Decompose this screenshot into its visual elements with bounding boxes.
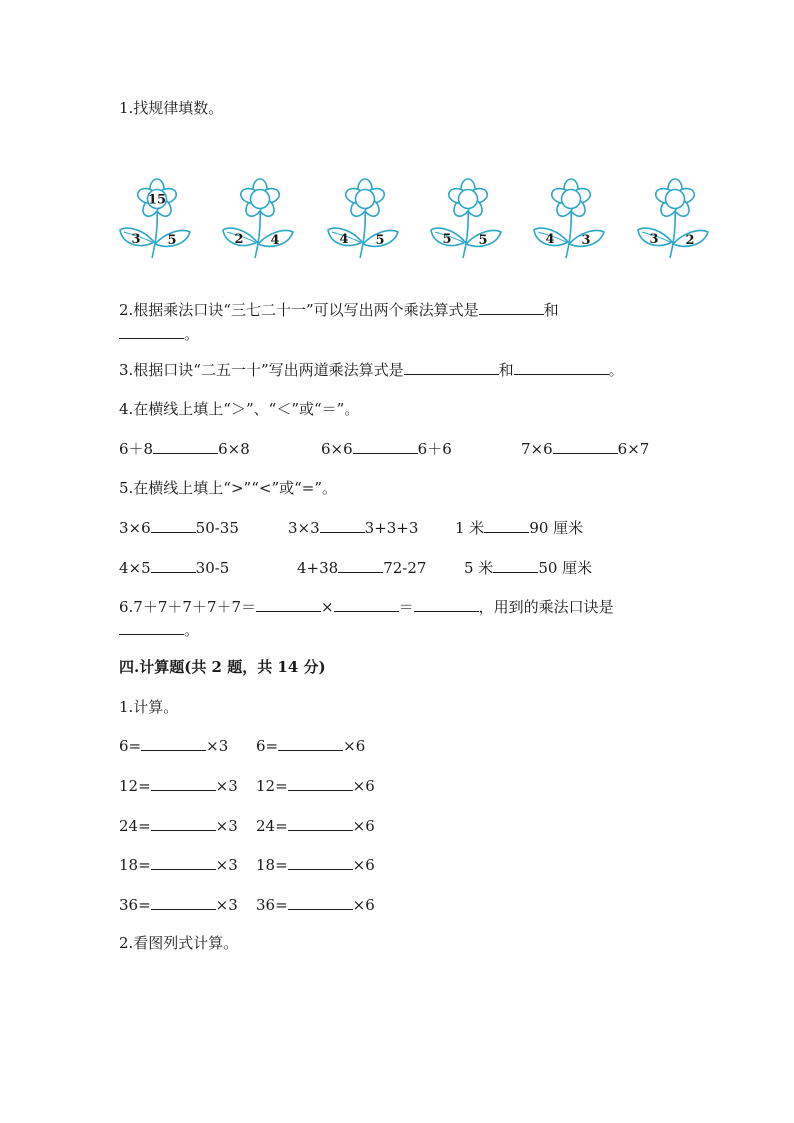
q6-text-2: ，用到的乘法口诀是 — [478, 598, 614, 616]
q5-blank[interactable] — [338, 558, 383, 573]
q5-r2-c3-right: 50 厘米 — [538, 559, 593, 577]
q5-r1-c1 — [119, 518, 239, 538]
flower-2-svg — [215, 172, 305, 262]
q3-text: 3.根据口诀“二五一十”写出两道乘法算式是 — [119, 361, 404, 379]
q6-times: × — [321, 598, 334, 616]
flower-5-svg — [526, 172, 616, 262]
q6-blank-3[interactable] — [414, 597, 479, 612]
calc-prefix: 36= — [256, 896, 288, 914]
q4-blank-3[interactable] — [553, 439, 618, 454]
q5-blank[interactable] — [493, 558, 538, 573]
calc-suffix: ×6 — [352, 777, 375, 795]
calc-blank[interactable] — [151, 816, 216, 831]
calc-row-1-left — [119, 736, 228, 756]
flower-4 — [423, 172, 513, 262]
q5-r2-c1-right: 30-5 — [195, 559, 230, 577]
q4-item-1 — [119, 439, 250, 459]
calc-blank[interactable] — [288, 816, 353, 831]
q5-blank[interactable] — [484, 518, 529, 533]
calc-prefix: 12= — [119, 777, 151, 795]
q2-line-2 — [119, 324, 199, 344]
flower-3-right: 5 — [375, 233, 385, 248]
calc-prefix: 6= — [256, 737, 279, 755]
flower-6 — [630, 172, 720, 262]
calc-title: 1.计算。 — [119, 698, 179, 716]
flower-6-right: 2 — [685, 233, 695, 248]
q3-and: 和 — [498, 361, 514, 379]
q6-text: 6.7＋7＋7＋7＋7＝ — [119, 598, 257, 616]
q3-line — [119, 360, 624, 380]
q4-blank-1[interactable] — [153, 439, 218, 454]
q6-eq: ＝ — [398, 598, 414, 616]
q6-end: 。 — [184, 621, 200, 639]
calc-row-3-right — [256, 816, 375, 836]
calc-prefix: 12= — [256, 777, 288, 795]
calc-blank[interactable] — [141, 736, 206, 751]
calc-blank[interactable] — [151, 855, 216, 870]
q4-item-2 — [321, 439, 452, 459]
calc-prefix: 6= — [119, 737, 142, 755]
flower-4-left: 5 — [442, 232, 452, 247]
calc-row-5-left — [119, 895, 238, 915]
calc-row-4-right — [256, 855, 375, 875]
flower-5-left: 4 — [545, 232, 555, 247]
flower-2-right: 4 — [270, 233, 280, 248]
calc-suffix: ×3 — [215, 896, 238, 914]
calc-suffix: ×3 — [215, 856, 238, 874]
q5-r1-c2-right: 3+3+3 — [364, 519, 419, 537]
flower-1-right: 5 — [167, 233, 177, 248]
calc-suffix: ×6 — [343, 737, 366, 755]
q5-r1-c1-right: 50-35 — [195, 519, 239, 537]
q6-blank-1[interactable] — [256, 597, 321, 612]
calc-suffix: ×6 — [352, 817, 375, 835]
flower-2 — [215, 172, 305, 262]
q4-item-3-left: 7×6 — [521, 440, 553, 458]
q5-r2-c3 — [464, 558, 592, 578]
q4-title: 4.在横线上填上“＞”、“＜”或“＝”。 — [119, 400, 360, 418]
flower-1-svg — [112, 172, 202, 262]
calc-suffix: ×3 — [215, 817, 238, 835]
q5-r1-c3-left: 1 米 — [455, 519, 485, 537]
calc-row-3-left — [119, 816, 238, 836]
q5-r1-c1-left: 3×6 — [119, 519, 151, 537]
calc-row-2-left — [119, 776, 238, 796]
flower-5 — [526, 172, 616, 262]
q5-blank[interactable] — [151, 518, 196, 533]
q4-item-3-right: 6×7 — [617, 440, 650, 458]
flower-3-svg — [320, 172, 410, 262]
flower-1-center: 15 — [147, 192, 167, 208]
calc-prefix: 36= — [119, 896, 151, 914]
q6-blank-4[interactable] — [119, 620, 184, 635]
flower-1-left: 3 — [131, 232, 141, 247]
q4-item-1-right: 6×8 — [218, 440, 250, 458]
flower-6-left: 3 — [649, 232, 659, 247]
q6-line — [119, 597, 614, 617]
calc-blank[interactable] — [288, 776, 353, 791]
q5-r1-c2 — [288, 518, 418, 538]
q4-item-3 — [521, 439, 649, 459]
calc-row-1-right — [256, 736, 365, 756]
q5-title: 5.在横线上填上“>”“<”或“=”。 — [119, 479, 338, 497]
q5-r1-c2-left: 3×3 — [288, 519, 320, 537]
q5-r1-c3-right: 90 厘米 — [529, 519, 584, 537]
q6-blank-2[interactable] — [334, 597, 399, 612]
q3-end: 。 — [608, 361, 624, 379]
q5-r2-c2 — [297, 558, 426, 578]
q3-blank-1[interactable] — [404, 360, 499, 375]
q6-line-2 — [119, 620, 199, 640]
calc-row-5-right — [256, 895, 375, 915]
flower-3 — [320, 172, 410, 262]
flower-3-left: 4 — [339, 232, 349, 247]
calc-blank[interactable] — [288, 855, 353, 870]
calc-prefix: 18= — [256, 856, 288, 874]
flower-4-svg — [423, 172, 513, 262]
q2-and: 和 — [543, 301, 559, 319]
calc-prefix: 18= — [119, 856, 151, 874]
q-last-title: 2.看图列式计算。 — [119, 934, 239, 952]
q4-item-2-left: 6×6 — [321, 440, 353, 458]
calc-blank[interactable] — [151, 895, 216, 910]
flower-1 — [112, 172, 202, 262]
q5-r2-c2-right: 72-27 — [383, 559, 427, 577]
q2-line — [119, 300, 559, 320]
calc-blank[interactable] — [278, 736, 343, 751]
calc-suffix: ×6 — [352, 856, 375, 874]
calc-row-4-left — [119, 855, 238, 875]
calc-prefix: 24= — [256, 817, 288, 835]
q1-title: 1.找规律填数。 — [119, 99, 224, 117]
q5-blank[interactable] — [151, 558, 196, 573]
flower-2-left: 2 — [234, 232, 244, 247]
q2-blank-1[interactable] — [479, 300, 544, 315]
q4-item-1-left: 6＋8 — [119, 440, 154, 458]
q4-blank-2[interactable] — [353, 439, 418, 454]
q5-r1-c3 — [455, 518, 583, 538]
q5-r2-c1 — [119, 558, 229, 578]
q2-end: 。 — [184, 325, 200, 343]
calc-suffix: ×3 — [215, 777, 238, 795]
q5-r2-c2-left: 4+38 — [297, 559, 339, 577]
q5-r2-c1-left: 4×5 — [119, 559, 151, 577]
flower-6-svg — [630, 172, 720, 262]
q2-text: 2.根据乘法口诀“三七二十一”可以写出两个乘法算式是 — [119, 301, 479, 319]
flower-5-right: 3 — [581, 233, 591, 248]
calc-blank[interactable] — [151, 776, 216, 791]
q5-blank[interactable] — [320, 518, 365, 533]
q5-r2-c3-left: 5 米 — [464, 559, 494, 577]
q2-blank-2[interactable] — [119, 324, 184, 339]
calc-blank[interactable] — [288, 895, 353, 910]
calc-row-2-right — [256, 776, 375, 796]
flower-4-right: 5 — [478, 233, 488, 248]
section-4-title: 四.计算题(共 2 题，共 14 分) — [119, 658, 326, 676]
calc-suffix: ×6 — [352, 896, 375, 914]
calc-prefix: 24= — [119, 817, 151, 835]
q4-item-2-right: 6＋6 — [417, 440, 452, 458]
q3-blank-2[interactable] — [514, 360, 609, 375]
calc-suffix: ×3 — [206, 737, 229, 755]
